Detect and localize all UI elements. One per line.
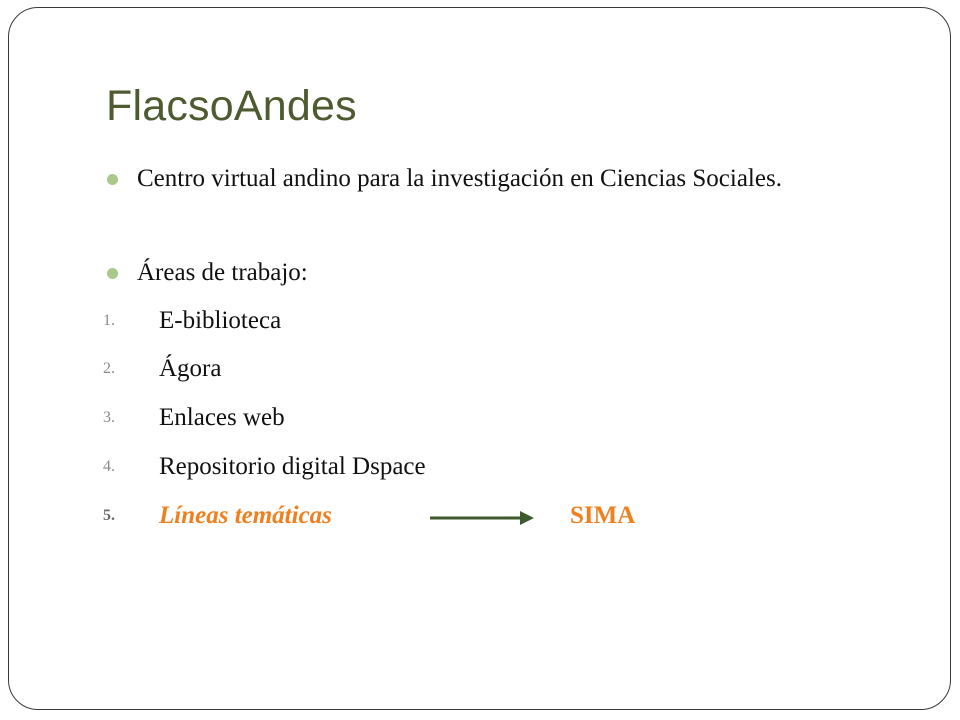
sima-label: SIMA (570, 502, 636, 529)
item-text: Repositorio digital Dspace (159, 453, 426, 480)
bullet-text: Áreas de trabajo: (137, 259, 308, 286)
item-text: Enlaces web (159, 404, 285, 431)
item-number: 4. (103, 458, 115, 475)
right-arrow-icon (430, 508, 534, 528)
bullet-text: Centro virtual andino para la investigación en Ciencias Sociales. (137, 165, 782, 192)
bullet-dot-icon (107, 268, 118, 279)
item-text: Ágora (159, 355, 222, 382)
item-number: 1. (103, 312, 115, 329)
bullet-dot-icon (107, 174, 118, 185)
item-text: E-biblioteca (159, 307, 282, 334)
item-number: 2. (103, 360, 115, 377)
bullet-item (107, 162, 827, 196)
bullet-item (107, 256, 827, 290)
item-number: 5. (103, 507, 115, 524)
item-text: Líneas temáticas (159, 502, 332, 529)
item-number: 3. (103, 409, 115, 426)
slide-title: FlacsoAndes (106, 82, 357, 130)
